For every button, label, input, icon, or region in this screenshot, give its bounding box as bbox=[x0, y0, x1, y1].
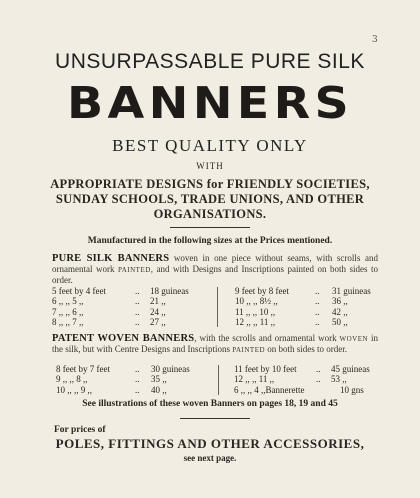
woven-price-table-left bbox=[56, 364, 216, 395]
for-prices-text: For prices of bbox=[54, 425, 106, 435]
appropriate-line-2: SUNDAY SCHOOLS, TRADE UNIONS, AND OTHER bbox=[55, 192, 365, 206]
with-text: WITH bbox=[196, 161, 224, 171]
table-row: 9 feet by 8 feet .. 31 guineas bbox=[235, 286, 371, 296]
table-row: 5 feet by 4 feet .. 18 guineas bbox=[52, 286, 189, 296]
table-row: 10 ,, ,, 9 ,, .. 40 ,, bbox=[56, 384, 167, 395]
next-page-text: see next page. bbox=[183, 453, 237, 463]
woven-heading: PATENT WOVEN BANNERS bbox=[52, 333, 195, 344]
table-row: 7 ,, ,, 6 ,, .. 24 ,, bbox=[52, 306, 166, 317]
woven-price-table-right bbox=[234, 364, 394, 395]
page-number: 3 bbox=[372, 35, 378, 45]
silk-price-table-left bbox=[52, 286, 212, 327]
table-row: 12 ,, ,, 11 ,, .. 53 ,, bbox=[234, 374, 347, 385]
table-row: 8 ,, ,, 7 ,, .. 27 ,, bbox=[52, 316, 166, 327]
divider bbox=[180, 418, 250, 419]
silk-heading: PURE SILK BANNERS bbox=[52, 253, 170, 264]
manufactured-heading: Manufactured in the following sizes at the Prices mentioned. bbox=[87, 236, 333, 246]
subtitle: BEST QUALITY ONLY bbox=[112, 136, 308, 155]
table-row: 11 feet by 10 feet .. 45 guineas bbox=[234, 364, 370, 374]
silk-price-table-right bbox=[235, 286, 385, 327]
headline: UNSURPASSABLE PURE SILK bbox=[55, 50, 365, 73]
table-row: 11 ,, ,, 10 ,, .. 42 ,, bbox=[235, 306, 348, 317]
appropriate-line-3: ORGANISATIONS. bbox=[153, 207, 267, 221]
title: BANNERS bbox=[66, 78, 354, 129]
divider bbox=[170, 227, 250, 228]
see-illustrations: See illustrations of these woven Banners on pages 18, 19 and 45 bbox=[82, 399, 338, 409]
appropriate-line-1: APPROPRIATE DESIGNS for FRIENDLY SOCIETIES, bbox=[50, 177, 370, 191]
table-row: 6 ,, ,, 4 ,,Bannerette 10 gns bbox=[234, 384, 364, 395]
column-divider bbox=[217, 287, 218, 327]
table-row: 12 ,, ,, 11 ,, .. 50 ,, bbox=[235, 316, 348, 327]
column-divider bbox=[218, 365, 219, 395]
table-row: 8 feet by 7 feet .. 30 guineas bbox=[56, 364, 190, 374]
woven-description: PATENT WOVEN BANNERS, with the scrolls and ornamental work WOVEN in the silk, but with Centre Designs and Inscriptions PAINTED on both sides to order. bbox=[52, 333, 378, 354]
table-row: 10 ,, ,, 8½ ,, .. 36 ,, bbox=[235, 296, 348, 307]
table-row: 9 ,, ,, 8 ,, .. 35 ,, bbox=[56, 374, 167, 385]
table-row: 6 ,, ,, 5 ,, .. 21 ,, bbox=[52, 296, 166, 307]
silk-description: PURE SILK BANNERS woven in one piece without seams, with scrolls and ornamental work PAINTED, and with Designs and Inscriptions painted on both sides to order. bbox=[52, 253, 378, 285]
poles-heading: POLES, FITTINGS AND OTHER ACCESSORIES, bbox=[55, 436, 365, 451]
